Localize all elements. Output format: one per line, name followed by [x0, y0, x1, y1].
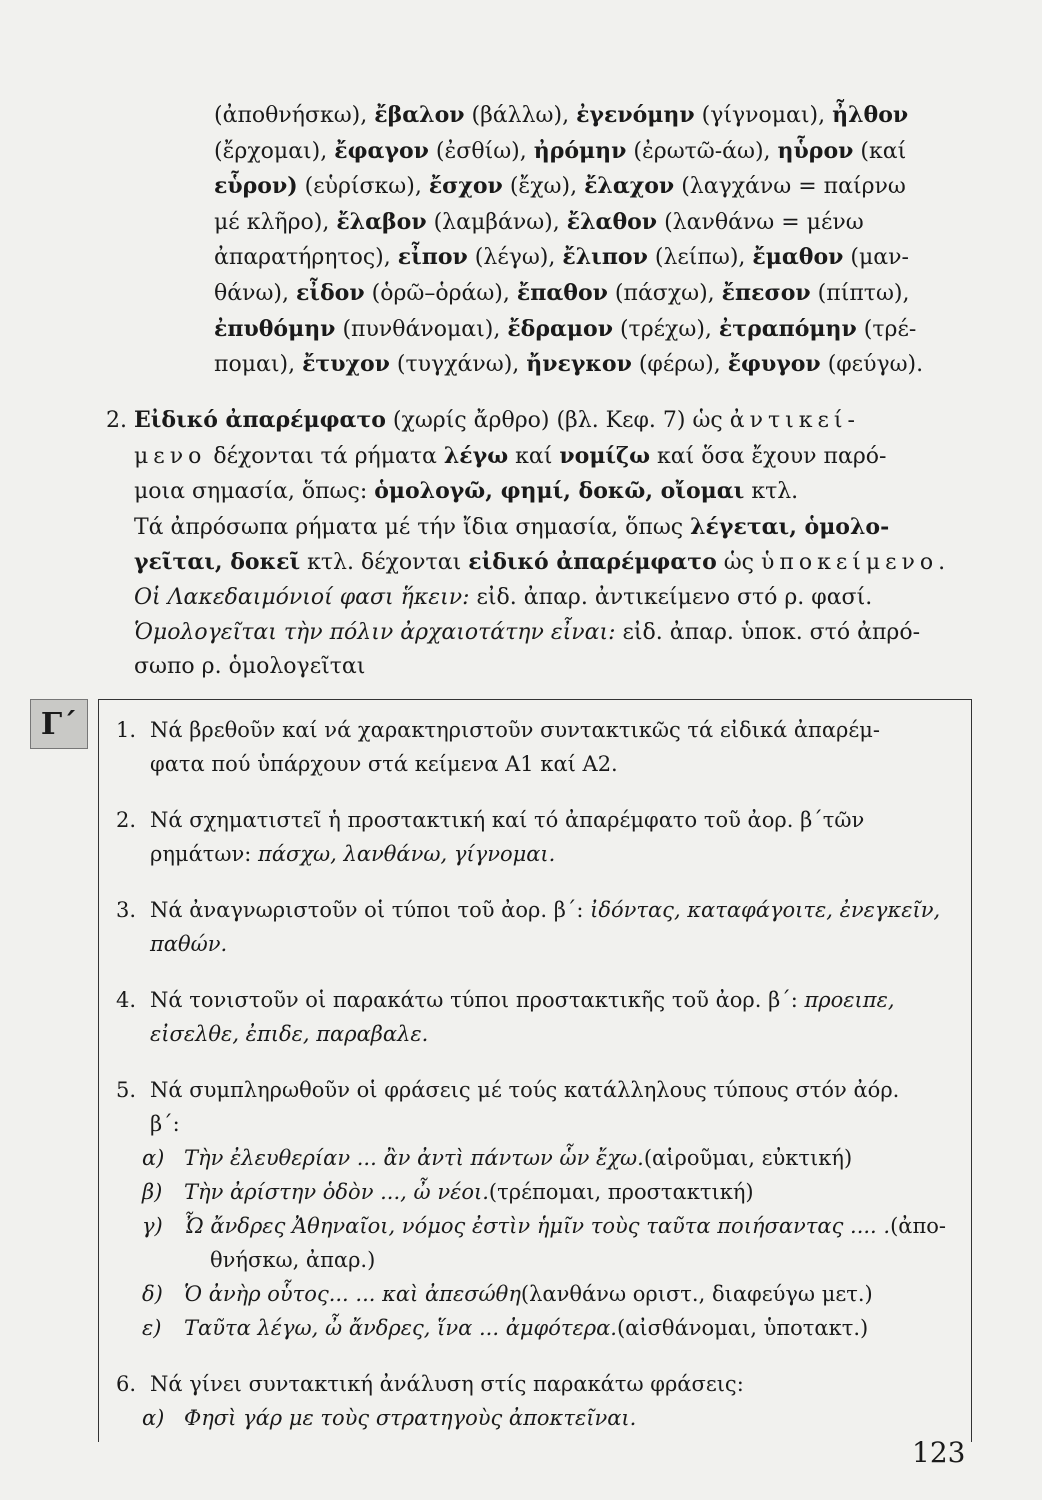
- sub-item: δ) Ὁ ἀνὴρ οὗτος... ... καὶ ἀπεσώθη (λανθάνω οριστ., διαφεύγω μετ.): [142, 1282, 873, 1306]
- text-line: (ἔρχομαι), ἔφαγον (ἐσθίω), ἠρόμην (ἐρωτῶ-άω), ηὗρον (καί: [214, 137, 907, 164]
- text-line: εὗρον) (εὑρίσκω), ἔσχον (ἔχω), ἔλαχον (λαγχάνω = παίρνω: [214, 173, 906, 200]
- text-line: 2. Εἰδικό ἀπαρέμφατο (χωρίς ἄρθρο) (βλ. Κεφ. 7) ὡς ἀντικεί-: [106, 407, 860, 433]
- exercise-list: [116, 713, 966, 1457]
- exercise-4: 4. Νά τονιστοῦν οἱ παρακάτω τύποι προστακτικῆς τοῦ ἀορ. β΄: προειπε, εἰσελθε, ἐπιδε, παραβαλε.: [116, 988, 895, 1046]
- text-line: σωπο ρ. ὁμολογεῖται: [134, 654, 366, 680]
- exercise-3: 3. Νά ἀναγνωριστοῦν οἱ τύποι τοῦ ἀορ. β΄: ἰδόντας, καταφάγοιτε, ἐνεγκεῖν, παθών.: [116, 898, 941, 956]
- sub-item: α) Φησὶ γάρ με τοὺς στρατηγοὺς ἀποκτεῖναι.: [142, 1406, 637, 1430]
- section-gamma-label: Γ΄: [30, 699, 88, 749]
- exercise-6: 6. Νά γίνει συντακτική ἀνάλυση στίς παρακάτω φράσεις: α) Φησὶ γάρ με τοὺς στρατηγοὺς ἀποκτεῖναι.: [116, 1367, 966, 1435]
- sub-item: ε) Ταῦτα λέγω, ὦ ἄνδρες, ἵνα ... ἀμφότερα. (αἰσθάνομαι, ὑποτακτ.): [142, 1316, 869, 1340]
- text-line: μέ κλῆρο), ἔλαβον (λαμβάνω), ἔλαθον (λανθάνω = μένω: [214, 208, 864, 235]
- sub-item: γ) Ὦ ἄνδρες Ἀθηναῖοι, νόμος ἐστὶν ἡμῖν τοὺς ταῦτα ποιήσαντας .... . (ἀπο-: [142, 1214, 946, 1238]
- exercise-2: 2. Νά σχηματιστεῖ ἡ προστακτική καί τό ἀπαρέμφατο τοῦ ἀορ. β΄τῶν ρημάτων: πάσχω, λανθάνω, γίγνομαι.: [116, 808, 865, 866]
- example-line: Ὁμολογεῖται τὴν πόλιν ἀρχαιοτάτην εἶναι: εἰδ. ἀπαρ. ὑποκ. στό ἀπρό-: [134, 619, 921, 645]
- text-line: ἀπαρατήρητος), εἶπον (λέγω), ἔλιπον (λείπω), ἔμαθον (μαν-: [214, 244, 909, 271]
- exercise-5: 5. Νά συμπληρωθοῦν οἱ φράσεις μέ τούς κατάλληλους τύπους στόν ἀόρ. β΄: α) Τὴν ἐλευθερίαν ... ἂν ἀντὶ πάντων ὧν ἔχω. (αἱροῦμαι, εὐκτική) β) Τὴν ἀρίστην ὁδὸν ..., ὦ νέοι. (τρέπομαι, προστακτική) γ) Ὦ ἄνδρες Ἀθηναῖοι, νόμος ἐστὶν ἡμῖν τοὺς ταῦτα ποιήσαντας .... . (ἀπο- θνήσκω, ἀπαρ.) δ) Ὁ ἀνὴρ οὗτος... ... καὶ ἀπεσώθη (λανθάνω οριστ., διαφεύγω μετ.) ε) Ταῦτα λέγω, ὦ ἄνδρες, ἵνα ... ἀμφότερα. (αἰσθάνομαι, ὑποτακτ.): [116, 1073, 966, 1345]
- text-line: θάνω), εἶδον (ὁρῶ–ὁράω), ἔπαθον (πάσχω), ἔπεσον (πίπτω),: [214, 279, 910, 306]
- text-line: γεῖται, δοκεῖ κτλ. δέχονται εἰδικό ἀπαρέμφατο ὡς ὑποκείμενο.: [134, 549, 951, 576]
- section-2-infinitive: [106, 403, 976, 685]
- text-line: ἐπυθόμην (πυνθάνομαι), ἔδραμον (τρέχω), ἐτραπόμην (τρέ-: [214, 315, 917, 342]
- sub-item: α) Τὴν ἐλευθερίαν ... ἂν ἀντὶ πάντων ὧν ἔχω. (αἱροῦμαι, εὐκτική): [142, 1146, 853, 1170]
- aorist-verb-list: [214, 98, 974, 383]
- text-line: μενο δέχονται τά ρήματα λέγω καί νομίζω καί ὅσα ἔχουν παρό-: [134, 442, 887, 469]
- exercise-1: 1. Νά βρεθοῦν καί νά χαρακτηριστοῦν συντακτικῶς τά εἰδικά ἀπαρέμ- φατα πού ὑπάρχουν στά κείμενα Α1 καί Α2.: [116, 718, 880, 776]
- text-line: πομαι), ἔτυχον (τυγχάνω), ἤνεγκον (φέρω), ἔφυγον (φεύγω).: [214, 351, 924, 378]
- sub-item: β) Τὴν ἀρίστην ὁδὸν ..., ὦ νέοι. (τρέπομαι, προστακτική): [142, 1180, 754, 1204]
- text-line: (ἀποθνήσκω), ἔβαλον (βάλλω), ἐγενόμην (γίγνομαι), ἦλθον: [214, 102, 909, 128]
- example-line: Οἱ Λακεδαιμόνιοί φασι ἥκειν: εἰδ. ἀπαρ. ἀντικείμενο στό ρ. φασί.: [134, 584, 873, 610]
- text-line: μοια σημασία, ὅπως: ὁμολογῶ, φημί, δοκῶ, οἴομαι κτλ.: [134, 478, 799, 505]
- sub-item-continuation: θνήσκω, ἀπαρ.): [210, 1248, 376, 1272]
- page-number: 123: [912, 1436, 966, 1469]
- text-line: Τά ἀπρόσωπα ρήματα μέ τήν ἴδια σημασία, ὅπως λέγεται, ὁμολο-: [134, 513, 890, 540]
